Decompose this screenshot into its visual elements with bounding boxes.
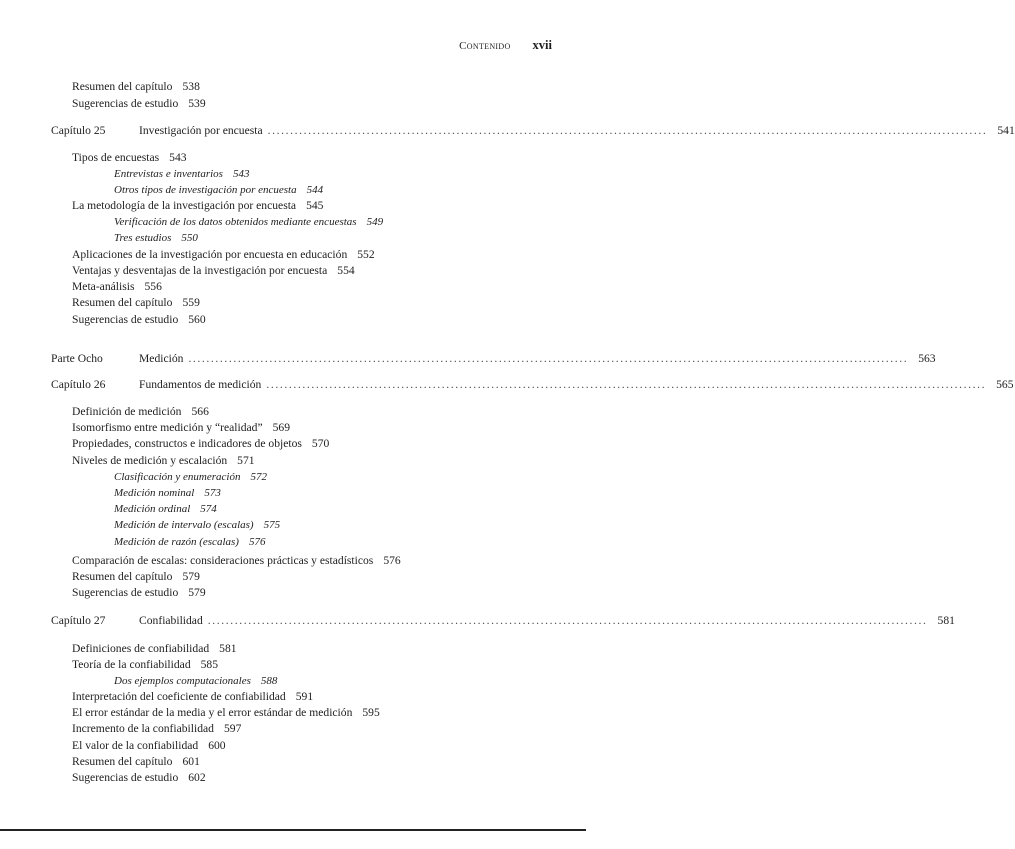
toc-section bbox=[72, 313, 206, 327]
toc-page-number: 554 bbox=[337, 264, 355, 277]
toc-title: Sugerencias de estudio bbox=[72, 97, 179, 110]
toc-title: Medición de intervalo (escalas) bbox=[114, 519, 254, 531]
toc-title: Resumen del capítulo bbox=[72, 755, 173, 768]
toc-title: Ventajas y desventajas de la investigación por encuesta bbox=[72, 264, 328, 277]
toc-title: La metodología de la investigación por encuesta bbox=[72, 199, 297, 212]
toc-page-number: 602 bbox=[188, 771, 206, 784]
toc-section bbox=[72, 454, 255, 468]
toc-section bbox=[72, 690, 313, 704]
toc-title: Medición ordinal bbox=[114, 503, 191, 515]
toc-entry-label: Capítulo 25 bbox=[51, 124, 106, 137]
toc-title: El error estándar de la media y el error estándar de medición bbox=[72, 706, 353, 719]
toc-section bbox=[72, 151, 187, 165]
toc-subsection bbox=[114, 535, 265, 549]
toc-title: Meta-análisis bbox=[72, 280, 135, 293]
toc-section bbox=[72, 722, 241, 736]
toc-page-number: 560 bbox=[188, 313, 206, 326]
toc-title: Medición nominal bbox=[114, 487, 195, 499]
toc-entry-title: Medición bbox=[139, 352, 184, 365]
toc-entry-page: 541 bbox=[997, 124, 1015, 137]
toc-page-number: 549 bbox=[366, 216, 384, 228]
toc-title: Aplicaciones de la investigación por encuesta en educación bbox=[72, 248, 348, 261]
toc-title: Isomorfismo entre medición y “realidad” bbox=[72, 421, 263, 434]
toc-page-number: 579 bbox=[188, 586, 206, 599]
toc-title: Resumen del capítulo bbox=[72, 80, 173, 93]
dot-leader: ................................................................................................................................................................ bbox=[267, 124, 988, 137]
toc-title: Verificación de los datos obtenidos mediante encuestas bbox=[114, 216, 357, 228]
toc-page-number: 566 bbox=[191, 405, 209, 418]
toc-title: El valor de la confiabilidad bbox=[72, 739, 199, 752]
toc-title: Medición de razón (escalas) bbox=[114, 536, 239, 548]
toc-page-number: 575 bbox=[263, 519, 281, 531]
toc-entry bbox=[51, 378, 1014, 392]
toc-section bbox=[72, 771, 206, 785]
toc-page-number: 544 bbox=[306, 184, 324, 196]
toc-section bbox=[72, 199, 323, 213]
toc-page-number: 581 bbox=[219, 642, 237, 655]
toc-title: Definiciones de confiabilidad bbox=[72, 642, 210, 655]
toc-section bbox=[72, 437, 329, 451]
toc-section bbox=[72, 658, 218, 672]
toc-entry-label: Capítulo 26 bbox=[51, 378, 106, 391]
toc-title: Interpretación del coeficiente de confiabilidad bbox=[72, 690, 286, 703]
toc-section bbox=[72, 264, 355, 278]
toc-page-number: 556 bbox=[144, 280, 162, 293]
toc-page-number: 595 bbox=[362, 706, 380, 719]
toc-title: Tres estudios bbox=[114, 232, 172, 244]
toc-page-number: 570 bbox=[311, 437, 330, 450]
toc-subsection bbox=[114, 674, 277, 688]
toc-section bbox=[72, 642, 237, 656]
toc-page-number: 538 bbox=[182, 80, 200, 93]
toc-entry-title: Fundamentos de medición bbox=[139, 378, 262, 391]
toc-title: Tipos de encuestas bbox=[72, 151, 160, 164]
toc-entry-page: 581 bbox=[937, 614, 955, 627]
toc-section bbox=[72, 421, 290, 435]
toc-title: Entrevistas e inventarios bbox=[114, 168, 223, 180]
toc-subsection bbox=[114, 502, 217, 516]
toc-title: Niveles de medición y escalación bbox=[72, 454, 228, 467]
toc-section bbox=[72, 248, 375, 262]
toc-section bbox=[72, 405, 209, 419]
toc-title: Clasificación y enumeración bbox=[114, 471, 241, 483]
toc-entry-page: 563 bbox=[918, 352, 936, 365]
toc-title: Incremento de la confiabilidad bbox=[72, 722, 214, 735]
toc-page-number: 552 bbox=[357, 248, 375, 261]
toc-entry bbox=[51, 614, 955, 628]
toc-section bbox=[72, 554, 401, 568]
toc-subsection bbox=[114, 183, 323, 197]
toc-page-number: 573 bbox=[204, 487, 221, 499]
toc-subsection bbox=[114, 215, 383, 229]
toc-page-number: 569 bbox=[272, 421, 290, 434]
running-head-page-number: xvii bbox=[532, 38, 552, 52]
toc-title: Otros tipos de investigación por encuesta bbox=[114, 184, 297, 196]
toc-subsection bbox=[114, 167, 249, 181]
toc-subsection bbox=[114, 518, 280, 532]
dot-leader: ................................................................................................................................................................ bbox=[266, 378, 987, 391]
toc-entry-label: Parte Ocho bbox=[51, 352, 103, 365]
toc-entry-title: Investigación por encuesta bbox=[139, 124, 263, 137]
toc-title: Resumen del capítulo bbox=[72, 570, 173, 583]
toc-section bbox=[72, 280, 162, 294]
toc-title: Sugerencias de estudio bbox=[72, 771, 179, 784]
toc-page-number: 539 bbox=[188, 97, 206, 110]
toc-page-number: 588 bbox=[260, 675, 278, 687]
toc-page-number: 579 bbox=[182, 570, 200, 583]
toc-section bbox=[72, 706, 380, 720]
dot-leader: ................................................................................................................................................................ bbox=[207, 614, 928, 627]
toc-title: Dos ejemplos computacionales bbox=[114, 675, 251, 687]
toc-entry-label: Capítulo 27 bbox=[51, 614, 106, 627]
toc-page-number: 597 bbox=[223, 722, 242, 735]
toc-page-number: 600 bbox=[208, 739, 226, 752]
toc-section bbox=[72, 80, 200, 94]
running-head-section: Contenido bbox=[459, 40, 511, 52]
toc-entry-page: 565 bbox=[996, 378, 1014, 391]
toc-title: Propiedades, constructos e indicadores de objetos bbox=[72, 437, 302, 450]
toc-page-number: 576 bbox=[383, 554, 401, 567]
toc-subsection bbox=[114, 231, 198, 245]
running-head bbox=[459, 38, 552, 53]
toc-page-number: 574 bbox=[200, 503, 217, 515]
toc-page-number: 585 bbox=[200, 658, 219, 671]
toc-title: Sugerencias de estudio bbox=[72, 586, 179, 599]
toc-section bbox=[72, 570, 200, 584]
toc-page-number: 591 bbox=[295, 690, 314, 703]
toc-section bbox=[72, 739, 226, 753]
toc-page-number: 601 bbox=[182, 755, 200, 768]
bottom-rule bbox=[0, 829, 586, 831]
toc-page-number: 559 bbox=[182, 296, 200, 309]
toc-section bbox=[72, 296, 200, 310]
toc-page-number: 543 bbox=[169, 151, 187, 164]
toc-title: Definición de medición bbox=[72, 405, 182, 418]
toc-page-number: 572 bbox=[250, 471, 267, 483]
toc-section bbox=[72, 97, 206, 111]
toc-title: Teoría de la confiabilidad bbox=[72, 658, 191, 671]
toc-entry-title: Confiabilidad bbox=[139, 614, 203, 627]
dot-leader: ................................................................................................................................................................ bbox=[188, 352, 909, 365]
toc-page-number: 550 bbox=[181, 232, 198, 244]
toc-page-number: 543 bbox=[232, 168, 250, 180]
toc-page-number: 571 bbox=[237, 454, 255, 467]
toc-subsection bbox=[114, 470, 267, 484]
toc-section bbox=[72, 755, 200, 769]
toc-page-number: 545 bbox=[306, 199, 324, 212]
toc-title: Sugerencias de estudio bbox=[72, 313, 179, 326]
toc-title: Resumen del capítulo bbox=[72, 296, 173, 309]
toc-entry bbox=[51, 124, 1015, 138]
toc-page-number: 576 bbox=[248, 536, 266, 548]
toc-subsection bbox=[114, 486, 221, 500]
toc-entry bbox=[51, 352, 936, 366]
toc-title: Comparación de escalas: consideraciones prácticas y estadísticos bbox=[72, 554, 374, 567]
toc-section bbox=[72, 586, 206, 600]
